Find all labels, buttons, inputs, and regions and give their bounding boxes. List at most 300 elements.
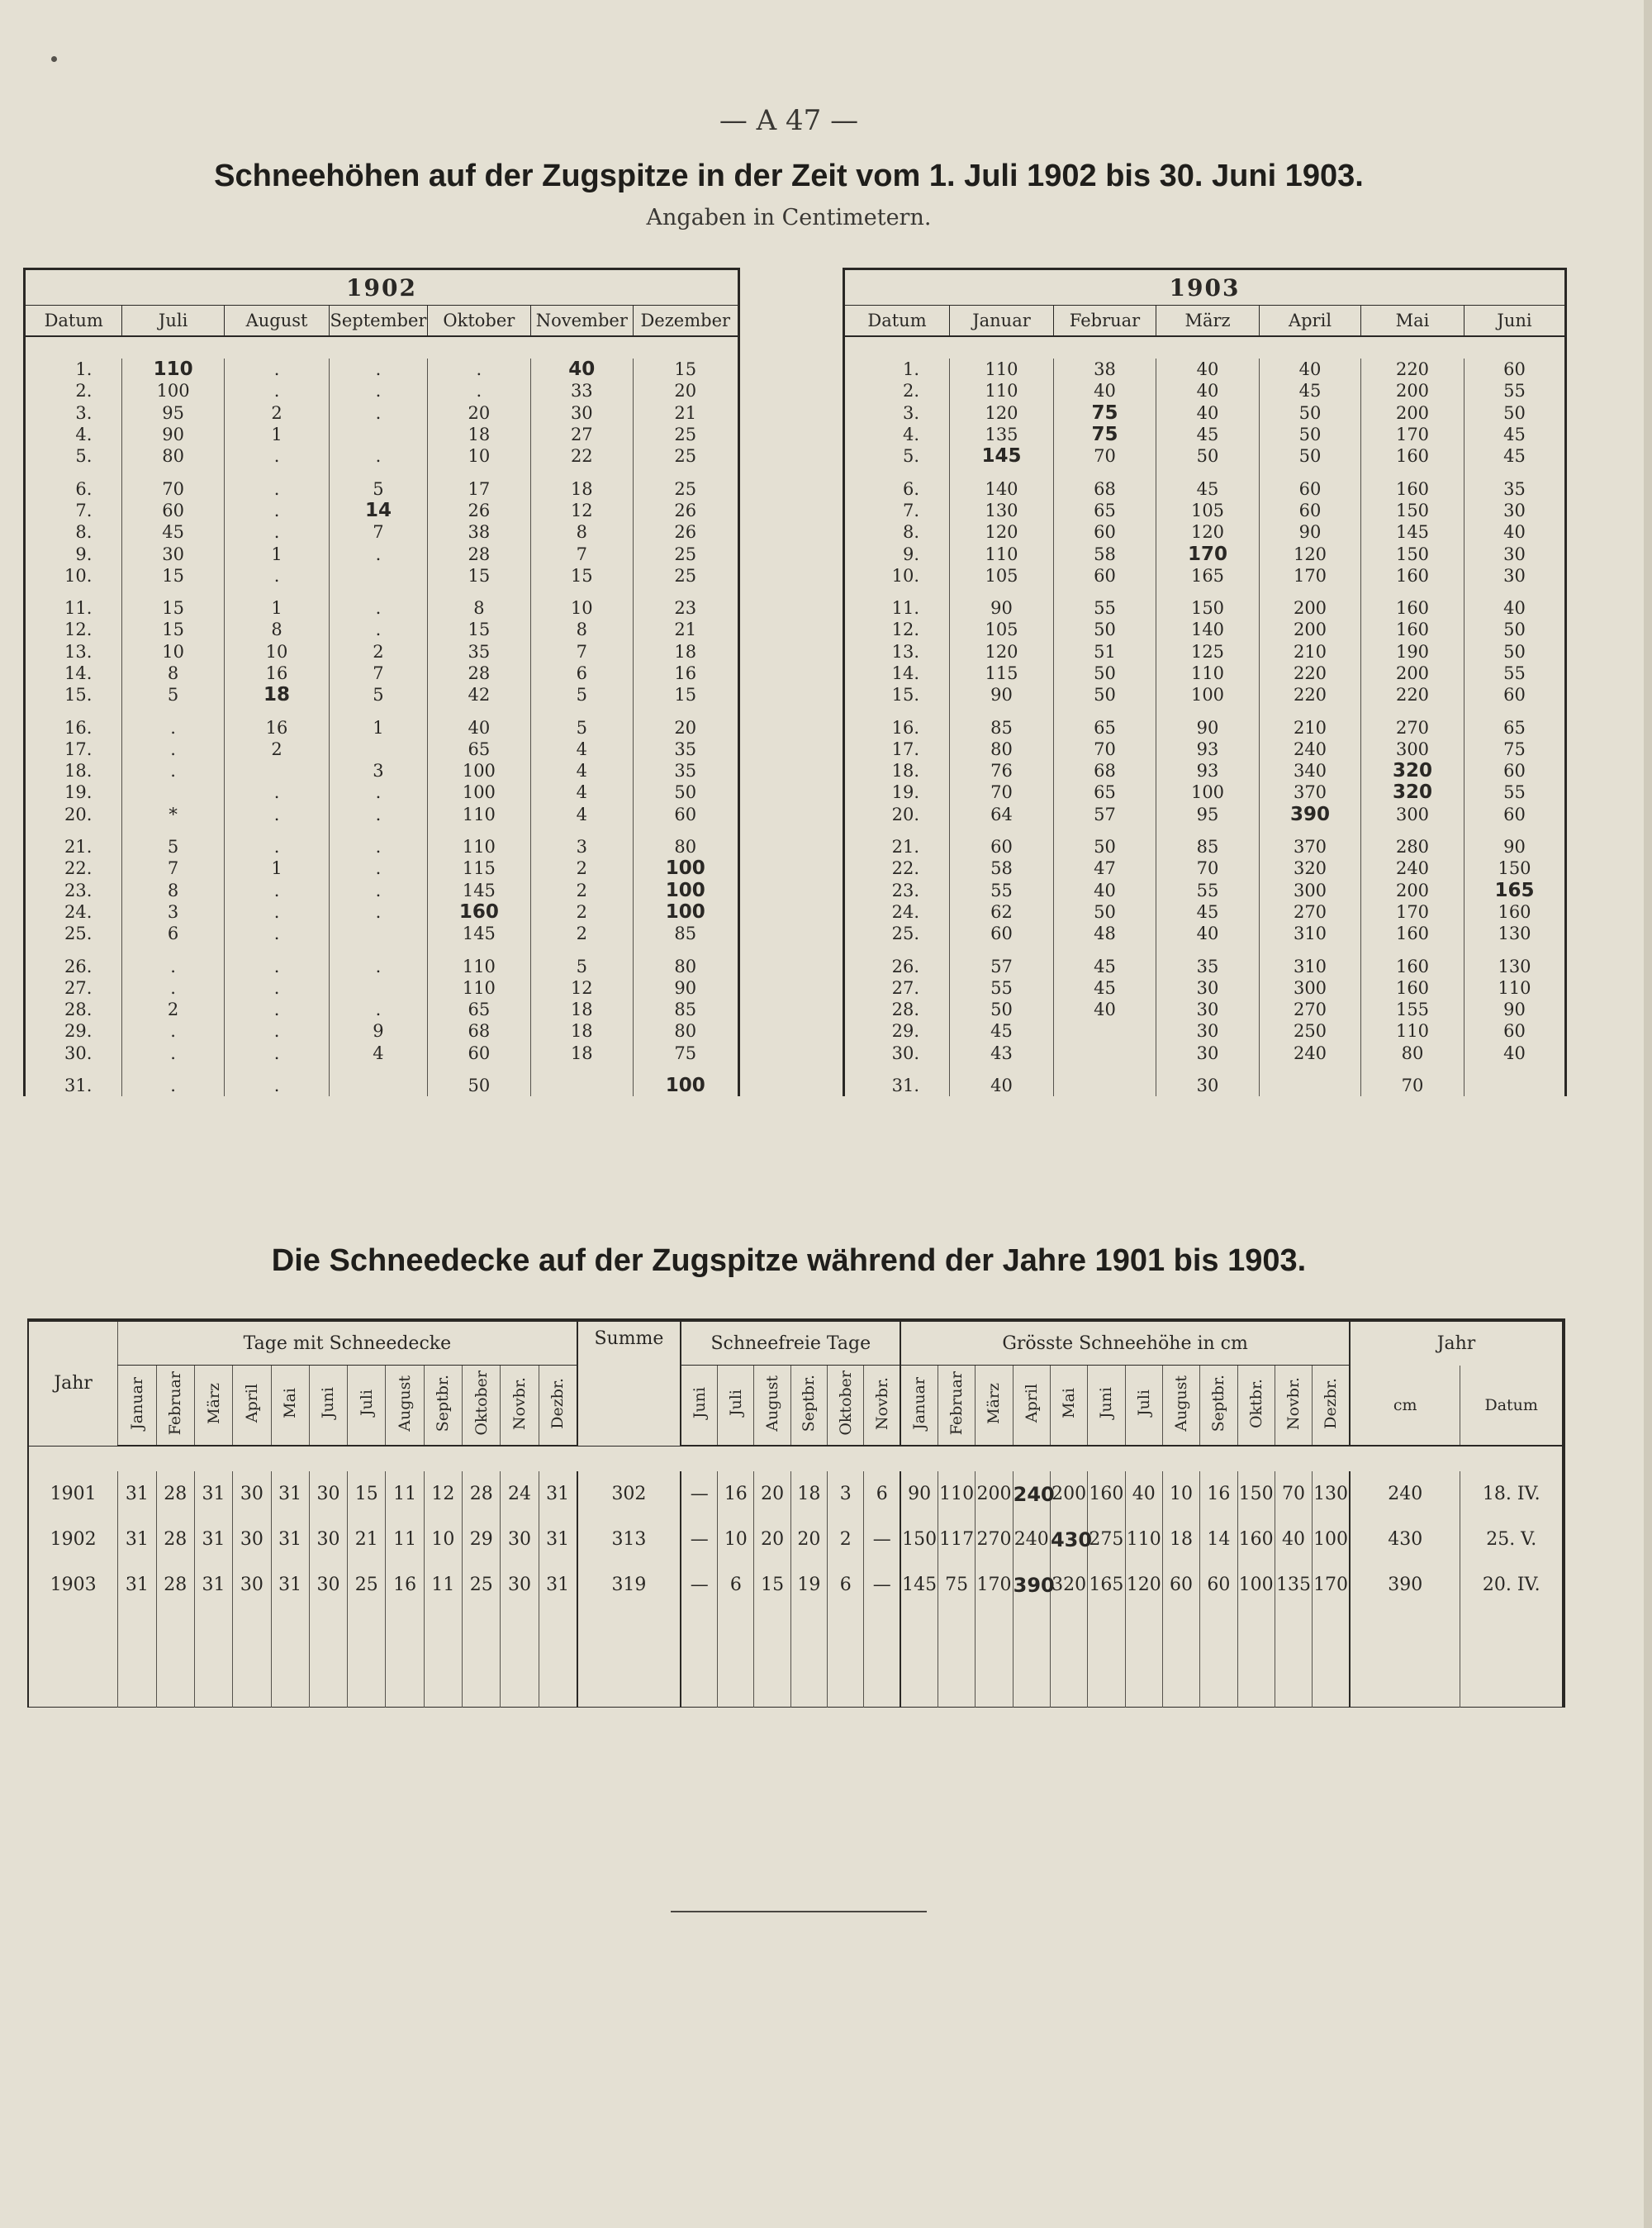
table-row: [25, 739, 739, 760]
value-cell: .: [224, 521, 329, 543]
header-groesste: Grösste Schneehöhe in cm: [900, 1320, 1350, 1366]
table-row: [844, 1043, 1566, 1064]
value-cell: 150: [1237, 1471, 1275, 1517]
value-cell: 25: [633, 467, 738, 499]
month-header: [1275, 1366, 1312, 1447]
value-cell: .: [224, 781, 329, 803]
table-row: [25, 380, 739, 401]
value-cell: 90: [950, 684, 1054, 705]
value-cell: [633, 901, 738, 923]
value-cell: [330, 739, 427, 760]
value-cell: [1361, 760, 1464, 781]
table-row: [25, 944, 739, 976]
value-cell: 240: [1361, 857, 1464, 879]
value-cell: 3: [122, 901, 224, 923]
value-cell: 21: [633, 619, 738, 640]
value-cell: 3: [828, 1471, 864, 1517]
max-value: 165: [1494, 879, 1535, 901]
value-cell: 4: [531, 804, 633, 825]
value-cell: 30: [1156, 1064, 1260, 1096]
value-cell: 270: [1361, 705, 1464, 738]
date-cell: 15.: [64, 685, 93, 705]
value-cell: 7: [330, 663, 427, 684]
value-cell: 90: [122, 424, 224, 445]
value-cell: 30: [501, 1517, 539, 1562]
empty-row: [28, 1608, 1564, 1708]
value-cell: 50: [1464, 641, 1566, 663]
month-label: Septbr.: [434, 1374, 453, 1432]
sum-cell: 313: [577, 1517, 681, 1562]
value-cell: 150: [900, 1517, 938, 1562]
month-label: Oktober: [472, 1371, 491, 1436]
date-cell: 4.: [75, 425, 93, 445]
month-label: Juni: [690, 1387, 709, 1419]
value-cell: 15: [633, 684, 738, 705]
date-cell: 24.: [64, 901, 93, 922]
value-cell: 275: [1088, 1517, 1125, 1562]
value-cell: 60: [1464, 804, 1566, 825]
value-cell: 16: [718, 1471, 754, 1517]
value-cell: 8: [122, 663, 224, 684]
value-cell: 200: [1050, 1471, 1087, 1517]
value-cell: 80: [633, 944, 738, 976]
value-cell: 110: [950, 359, 1054, 380]
date-cell: 6.: [902, 478, 919, 499]
value-cell: .: [122, 1043, 224, 1064]
value-cell: .: [122, 705, 224, 738]
value-cell: 6: [531, 663, 633, 684]
value-cell: 50: [1464, 619, 1566, 640]
year-heading: 1903: [844, 269, 1566, 306]
subtitle: Angaben in Centimetern.: [646, 205, 932, 230]
year-heading: 1902: [25, 269, 739, 306]
table-row: [25, 445, 739, 467]
value-cell: 68: [1054, 760, 1156, 781]
value-cell: 10: [424, 1517, 462, 1562]
table-row: [25, 977, 739, 999]
value-cell: 40: [1156, 402, 1260, 424]
value-cell: .: [330, 619, 427, 640]
date-cell: 25.: [64, 924, 93, 944]
value-cell: 130: [1464, 944, 1566, 976]
value-cell: 30: [531, 402, 633, 424]
table-row: [25, 424, 739, 445]
value-cell: 50: [1054, 663, 1156, 684]
month-header: [156, 1366, 194, 1447]
value-cell: 340: [1260, 760, 1361, 781]
value-cell: 90: [1464, 825, 1566, 857]
value-cell: .: [330, 402, 427, 424]
month-header: [828, 1366, 864, 1447]
date-cell: 27.: [891, 977, 919, 998]
month-label: Mai: [1060, 1388, 1079, 1418]
value-cell: 10: [224, 641, 329, 663]
value-cell: 100: [122, 380, 224, 401]
value-cell: 8: [531, 521, 633, 543]
table-row: [844, 467, 1566, 499]
value-cell: 55: [1464, 781, 1566, 803]
value-cell: 270: [1260, 901, 1361, 923]
table-row: [844, 825, 1566, 857]
value-cell: 30: [1156, 1043, 1260, 1064]
value-cell: 15: [122, 619, 224, 640]
value-cell: .: [122, 1064, 224, 1096]
value-cell: .: [122, 739, 224, 760]
value-cell: 200: [1361, 663, 1464, 684]
value-cell: 6: [828, 1562, 864, 1608]
value-cell: 50: [950, 999, 1054, 1020]
value-cell: 12: [531, 500, 633, 521]
table-row: [844, 543, 1566, 564]
value-cell: 18: [531, 1020, 633, 1042]
value-cell: .: [122, 944, 224, 976]
value-cell: 2: [330, 641, 427, 663]
value-cell: .: [224, 500, 329, 521]
date-cell: 23.: [891, 880, 919, 900]
value-cell: 120: [1260, 543, 1361, 564]
max-value: 14: [364, 499, 392, 521]
value-cell: 60: [1260, 467, 1361, 499]
value-cell: 110: [427, 977, 530, 999]
date-cell: 1.: [75, 359, 93, 380]
value-cell: 240: [1260, 1043, 1361, 1064]
value-cell: 100: [427, 760, 530, 781]
value-cell: 100: [1237, 1562, 1275, 1608]
value-cell: 50: [427, 1064, 530, 1096]
value-cell: 31: [194, 1562, 232, 1608]
value-cell: [1464, 1064, 1566, 1096]
table-row: [844, 641, 1566, 663]
value-cell: 35: [1156, 944, 1260, 976]
value-cell: 60: [1054, 565, 1156, 587]
column-header: Datum: [844, 306, 950, 337]
value-cell: 58: [950, 857, 1054, 879]
value-cell: .: [330, 880, 427, 901]
value-cell: 45: [1464, 445, 1566, 467]
value-cell: .: [330, 380, 427, 401]
value-cell: 30: [309, 1517, 347, 1562]
value-cell: 170: [1361, 901, 1464, 923]
value-cell: 105: [950, 565, 1054, 587]
value-cell: 45: [1464, 424, 1566, 445]
date-cell: 18.: [64, 761, 93, 781]
value-cell: 12: [531, 977, 633, 999]
value-cell: 135: [950, 424, 1054, 445]
table-row: [25, 825, 739, 857]
date-cell: 28.: [64, 1000, 93, 1020]
value-cell: 28: [156, 1562, 194, 1608]
value-cell: 10: [531, 587, 633, 619]
value-cell: 90: [633, 977, 738, 999]
value-cell: 21: [348, 1517, 386, 1562]
value-cell: 310: [1260, 923, 1361, 944]
date-cell: 3.: [75, 402, 93, 423]
value-cell: 40: [1156, 380, 1260, 401]
table-row: [25, 663, 739, 684]
value-cell: 2: [224, 402, 329, 424]
value-cell: 2: [224, 739, 329, 760]
max-cm-cell: 240: [1350, 1471, 1460, 1517]
value-cell: 57: [950, 944, 1054, 976]
table-row: [25, 619, 739, 640]
month-label: April: [1022, 1383, 1041, 1423]
max-value: 100: [665, 900, 705, 923]
date-cell: 23.: [64, 880, 93, 900]
month-label: August: [396, 1375, 415, 1432]
date-cell: 25.: [891, 924, 919, 944]
date-cell: 10.: [64, 565, 93, 586]
value-cell: 50: [633, 781, 738, 803]
header-tage: Tage mit Schneedecke: [118, 1320, 577, 1366]
column-header: September: [330, 306, 427, 337]
value-cell: 20: [754, 1471, 790, 1517]
value-cell: 160: [1361, 923, 1464, 944]
table-row: [25, 359, 739, 380]
value-cell: —: [681, 1562, 717, 1608]
date-cell: 17.: [64, 739, 93, 759]
value-cell: 35: [633, 760, 738, 781]
table-row: [25, 857, 739, 879]
value-cell: 5: [122, 825, 224, 857]
value-cell: 28: [427, 663, 530, 684]
value-cell: 300: [1260, 880, 1361, 901]
value-cell: 9: [330, 1020, 427, 1042]
value-cell: 20: [633, 380, 738, 401]
date-cell: 4.: [902, 425, 919, 445]
value-cell: [122, 359, 224, 380]
value-cell: 160: [1088, 1471, 1125, 1517]
value-cell: 90: [900, 1471, 938, 1517]
value-cell: 85: [633, 999, 738, 1020]
value-cell: 15: [754, 1562, 790, 1608]
month-label: Juni: [319, 1387, 338, 1419]
value-cell: 60: [1464, 684, 1566, 705]
value-cell: 5: [330, 467, 427, 499]
value-cell: 150: [1156, 587, 1260, 619]
month-header: [681, 1366, 717, 1447]
value-cell: .: [330, 543, 427, 564]
month-header: [938, 1366, 976, 1447]
date-cell: 17.: [891, 739, 919, 759]
value-cell: 5: [531, 944, 633, 976]
table-row: [25, 467, 739, 499]
value-cell: [633, 880, 738, 901]
month-label: Februar: [166, 1371, 185, 1436]
value-cell: *: [122, 804, 224, 825]
value-cell: .: [427, 359, 530, 380]
value-cell: 16: [1200, 1471, 1237, 1517]
date-cell: 1.: [902, 359, 919, 380]
table-row: [25, 587, 739, 619]
value-cell: .: [330, 944, 427, 976]
value-cell: 160: [1361, 565, 1464, 587]
month-label: Septbr.: [800, 1374, 819, 1432]
value-cell: 25: [633, 445, 738, 467]
date-cell: 29.: [891, 1021, 919, 1042]
value-cell: [330, 923, 427, 944]
table-row: [25, 565, 739, 587]
value-cell: 35: [1464, 467, 1566, 499]
value-cell: 43: [950, 1043, 1054, 1064]
table-row: [25, 1043, 739, 1064]
month-header: [118, 1366, 156, 1447]
column-header: Juni: [1464, 306, 1566, 337]
value-cell: 55: [1054, 587, 1156, 619]
table-row: [25, 781, 739, 803]
value-cell: 15: [633, 359, 738, 380]
month-label: Dezbr.: [1322, 1377, 1341, 1429]
value-cell: 110: [938, 1471, 976, 1517]
value-cell: 190: [1361, 641, 1464, 663]
value-cell: 40: [1054, 380, 1156, 401]
value-cell: 100: [1156, 684, 1260, 705]
month-header: [900, 1366, 938, 1447]
value-cell: 26: [427, 500, 530, 521]
value-cell: 50: [1260, 424, 1361, 445]
value-cell: 45: [1260, 380, 1361, 401]
value-cell: 25: [348, 1562, 386, 1608]
value-cell: 70: [1054, 445, 1156, 467]
value-cell: 38: [1054, 359, 1156, 380]
value-cell: 110: [427, 825, 530, 857]
column-header: April: [1260, 306, 1361, 337]
date-cell: 9.: [75, 544, 93, 564]
main-title: Schneehöhen auf der Zugspitze in der Zeit vom 1. Juli 1902 bis 30. Juni 1903.: [214, 159, 1364, 193]
value-cell: 70: [1156, 857, 1260, 879]
value-cell: 22: [531, 445, 633, 467]
value-cell: 100: [1156, 781, 1260, 803]
column-header: Dezember: [633, 306, 738, 337]
sum-cell: 319: [577, 1562, 681, 1608]
value-cell: 250: [1260, 1020, 1361, 1042]
value-cell: 15: [427, 619, 530, 640]
value-cell: 31: [539, 1517, 577, 1562]
value-cell: 105: [950, 619, 1054, 640]
value-cell: [1050, 1517, 1093, 1562]
month-header: [864, 1366, 900, 1447]
month-header: [233, 1366, 271, 1447]
value-cell: 2: [531, 857, 633, 879]
date-cell: 26.: [64, 956, 93, 976]
value-cell: 8: [122, 880, 224, 901]
month-header: [1237, 1366, 1275, 1447]
summary-title: Die Schneedecke auf der Zugspitze während der Jahre 1901 bis 1903.: [271, 1243, 1307, 1278]
table-row: [28, 1562, 1564, 1608]
month-header: [271, 1366, 309, 1447]
column-header: August: [224, 306, 329, 337]
month-header: [424, 1366, 462, 1447]
value-cell: 25: [633, 424, 738, 445]
table-row: [25, 923, 739, 944]
value-cell: [330, 565, 427, 587]
value-cell: .: [330, 587, 427, 619]
value-cell: 35: [633, 739, 738, 760]
value-cell: 95: [1156, 804, 1260, 825]
value-cell: .: [330, 781, 427, 803]
value-cell: 150: [1361, 500, 1464, 521]
value-cell: 6: [122, 923, 224, 944]
value-cell: 50: [1260, 402, 1361, 424]
value-cell: [950, 445, 1054, 467]
month-header: [463, 1366, 501, 1447]
value-cell: 85: [1156, 825, 1260, 857]
value-cell: 145: [1361, 521, 1464, 543]
value-cell: [531, 359, 633, 380]
value-cell: 75: [938, 1562, 976, 1608]
date-cell: 9.: [902, 544, 919, 564]
table-row: [25, 1020, 739, 1042]
value-cell: 18: [427, 424, 530, 445]
table-row: [844, 944, 1566, 976]
value-cell: 280: [1361, 825, 1464, 857]
value-cell: 4: [531, 760, 633, 781]
value-cell: [1054, 424, 1156, 445]
table-row: [844, 999, 1566, 1020]
page-edge: [1644, 0, 1652, 2228]
value-cell: 25: [633, 565, 738, 587]
value-cell: 145: [900, 1562, 938, 1608]
table-row: [25, 684, 739, 705]
value-cell: 65: [1054, 705, 1156, 738]
month-header: [790, 1366, 827, 1447]
month-label: Septbr.: [1209, 1374, 1228, 1432]
table-row: [844, 619, 1566, 640]
value-cell: 20: [790, 1517, 827, 1562]
value-cell: 140: [950, 467, 1054, 499]
value-cell: [1361, 781, 1464, 803]
max-cm-cell: 390: [1350, 1562, 1460, 1608]
value-cell: —: [864, 1517, 900, 1562]
value-cell: 1: [224, 587, 329, 619]
value-cell: 40: [1156, 359, 1260, 380]
value-cell: 17: [427, 467, 530, 499]
month-header: [1088, 1366, 1125, 1447]
value-cell: 210: [1260, 705, 1361, 738]
value-cell: 120: [950, 402, 1054, 424]
value-cell: 100: [1313, 1517, 1350, 1562]
value-cell: 200: [1361, 880, 1464, 901]
date-cell: 13.: [64, 641, 93, 662]
column-header: März: [1156, 306, 1260, 337]
value-cell: 93: [1156, 760, 1260, 781]
value-cell: 80: [122, 445, 224, 467]
column-header: Mai: [1361, 306, 1464, 337]
value-cell: 115: [427, 857, 530, 879]
month-label: Juli: [357, 1390, 376, 1417]
value-cell: [1013, 1562, 1055, 1608]
value-cell: 40: [427, 705, 530, 738]
value-cell: 160: [1361, 977, 1464, 999]
table-row: [28, 1517, 1564, 1562]
value-cell: 58: [1054, 543, 1156, 564]
value-cell: 64: [950, 804, 1054, 825]
value-cell: 40: [1275, 1517, 1312, 1562]
max-value: 75: [1091, 424, 1118, 446]
table-row: [844, 424, 1566, 445]
value-cell: [1260, 804, 1361, 825]
value-cell: 160: [1361, 587, 1464, 619]
value-cell: —: [681, 1471, 717, 1517]
month-header: [194, 1366, 232, 1447]
table-row: [844, 781, 1566, 803]
value-cell: 130: [1464, 923, 1566, 944]
table-row: [25, 500, 739, 521]
value-cell: 170: [1313, 1562, 1350, 1608]
value-cell: 40: [1464, 521, 1566, 543]
value-cell: .: [122, 977, 224, 999]
max-value: 240: [1013, 1482, 1055, 1506]
max-value: 100: [665, 879, 705, 901]
